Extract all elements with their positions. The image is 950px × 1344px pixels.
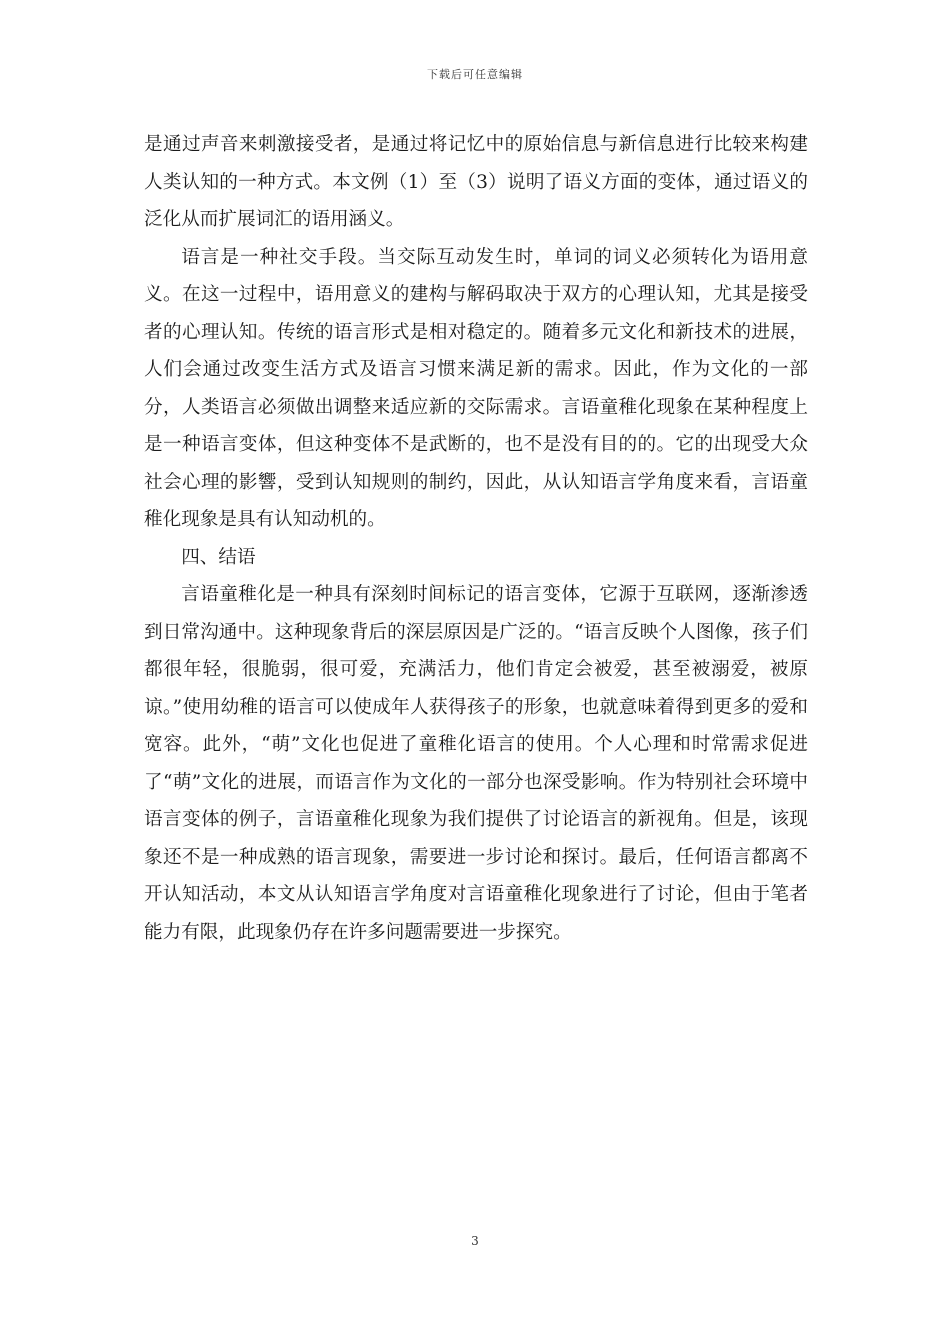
paragraph: 是通过声音来刺激接受者，是通过将记忆中的原始信息与新信息进行比较来构建人类认知的一种方式。本文例（1）至（3）说明了语义方面的变体，通过语义的泛化从而扩展词汇的语用涵义。 [144, 134, 808, 230]
paragraph: 言语童稚化是一种具有深刻时间标记的语言变体，它源于互联网，逐渐渗透到日常沟通中。这种现象背后的深层原因是广泛的。“语言反映个人图像，孩子们都很年轻，很脆弱，很可爱，充满活力，他们肯定会被爱，甚至被溺爱，被原谅。”使用幼稚的语言可以使成年人获得孩子的形象，也就意味着得到更多的爱和宽容。此外，“萌”文化也促进了童稚化语言的使用。个人心理和时常需求促进了“萌”文化的进展，而语言作为文化的一部分也深受影响。作为特别社会环境中语言变体的例子，言语童稚化现象为我们提供了讨论语言的新视角。但是，该现象还不是一种成熟的语言现象，需要进一步讨论和探讨。最后，任何语言都离不开认知活动，本文从认知语言学角度对言语童稚化现象进行了讨论，但由于笔者能力有限，此现象仍存在许多问题需要进一步探究。 [144, 584, 808, 943]
document-body [144, 126, 808, 951]
paragraph: 语言是一种社交手段。当交际互动发生时，单词的词义必须转化为语用意义。在这一过程中，语用意义的建构与解码取决于双方的心理认知，尤其是接受者的心理认知。传统的语言形式是相对稳定的。随着多元文化和新技术的进展，人们会通过改变生活方式及语言习惯来满足新的需求。因此，作为文化的一部分，人类语言必须做出调整来适应新的交际需求。言语童稚化现象在某种程度上是一种语言变体，但这种变体不是武断的，也不是没有目的的。它的出现受大众社会心理的影響，受到认知规则的制约，因此，从认知语言学角度来看，言语童稚化现象是具有认知动机的。 [144, 246, 808, 530]
section-heading: 四、结语 [181, 546, 256, 568]
page-number: 3 [471, 1234, 479, 1248]
page-header: 下载后可任意编辑 [427, 68, 523, 81]
